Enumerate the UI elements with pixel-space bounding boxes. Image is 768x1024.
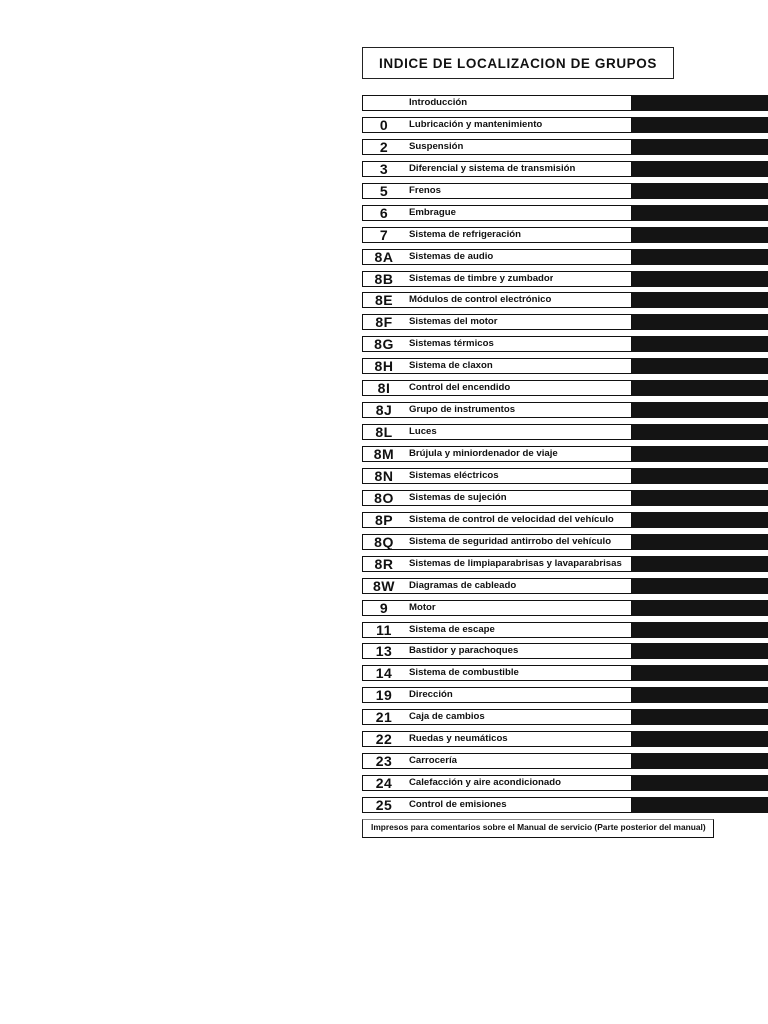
group-row[interactable] bbox=[362, 292, 768, 308]
section-thumb-tab[interactable] bbox=[632, 687, 768, 703]
group-label: Ruedas y neumáticos bbox=[409, 733, 508, 745]
group-entry-box[interactable] bbox=[362, 95, 632, 111]
group-entry-box[interactable] bbox=[362, 753, 632, 769]
group-row[interactable] bbox=[362, 139, 768, 155]
group-entry-box[interactable] bbox=[362, 139, 632, 155]
group-entry-box[interactable] bbox=[362, 292, 632, 308]
group-row[interactable] bbox=[362, 578, 768, 594]
section-thumb-tab[interactable] bbox=[632, 468, 768, 484]
group-entry-box[interactable] bbox=[362, 534, 632, 550]
group-entry-box[interactable] bbox=[362, 687, 632, 703]
group-entry-box[interactable] bbox=[362, 424, 632, 440]
section-thumb-tab[interactable] bbox=[632, 797, 768, 813]
group-row[interactable] bbox=[362, 95, 768, 111]
group-row[interactable] bbox=[362, 556, 768, 572]
section-thumb-tab[interactable] bbox=[632, 600, 768, 616]
group-row[interactable] bbox=[362, 643, 768, 659]
section-thumb-tab[interactable] bbox=[632, 775, 768, 791]
group-code: 8J bbox=[375, 402, 393, 419]
group-entry-box[interactable] bbox=[362, 556, 632, 572]
group-code: 9 bbox=[379, 599, 389, 616]
group-label: Diagramas de cableado bbox=[409, 579, 517, 591]
group-label: Lubricación y mantenimiento bbox=[409, 118, 543, 130]
group-label: Sistemas del motor bbox=[409, 316, 498, 328]
group-entry-box[interactable] bbox=[362, 600, 632, 616]
group-entry-box[interactable] bbox=[362, 205, 632, 221]
group-entry-box[interactable] bbox=[362, 490, 632, 506]
group-entry-box[interactable] bbox=[362, 622, 632, 638]
group-row[interactable] bbox=[362, 622, 768, 638]
group-code: 22 bbox=[375, 731, 393, 748]
group-label: Sistema de combustible bbox=[409, 667, 519, 679]
group-label: Suspensión bbox=[409, 140, 464, 152]
group-entry-box[interactable] bbox=[362, 314, 632, 330]
section-thumb-tab[interactable] bbox=[632, 139, 768, 155]
group-code: 7 bbox=[379, 226, 389, 243]
group-entry-box[interactable] bbox=[362, 665, 632, 681]
group-label: Caja de cambios bbox=[409, 711, 485, 723]
section-thumb-tab[interactable] bbox=[632, 402, 768, 418]
group-row[interactable] bbox=[362, 687, 768, 703]
group-entry-box[interactable] bbox=[362, 402, 632, 418]
group-code: 8F bbox=[375, 314, 393, 331]
group-row[interactable] bbox=[362, 490, 768, 506]
section-thumb-tab[interactable] bbox=[632, 556, 768, 572]
index-title: INDICE DE LOCALIZACION DE GRUPOS bbox=[362, 47, 674, 79]
group-code: 8L bbox=[375, 424, 393, 441]
group-entry-box[interactable] bbox=[362, 731, 632, 747]
group-row[interactable] bbox=[362, 731, 768, 747]
group-code: 8B bbox=[374, 270, 394, 287]
section-thumb-tab[interactable] bbox=[632, 271, 768, 287]
group-entry-box[interactable] bbox=[362, 271, 632, 287]
group-entry-box[interactable] bbox=[362, 249, 632, 265]
group-row[interactable] bbox=[362, 753, 768, 769]
group-row[interactable] bbox=[362, 249, 768, 265]
group-label: Sistema de control de velocidad del vehículo bbox=[409, 513, 614, 525]
group-entry-box[interactable] bbox=[362, 161, 632, 177]
group-label: Brújula y miniordenador de viaje bbox=[409, 448, 558, 459]
section-thumb-tab[interactable] bbox=[632, 490, 768, 506]
group-label: Sistemas de limpiaparabrisas y lavaparabrisas bbox=[409, 557, 622, 569]
group-code: 13 bbox=[375, 643, 393, 660]
section-thumb-tab[interactable] bbox=[632, 336, 768, 352]
group-code: 8M bbox=[373, 446, 395, 462]
group-code: 8R bbox=[374, 555, 394, 572]
group-entry-box[interactable] bbox=[362, 709, 632, 725]
group-entry-box[interactable] bbox=[362, 183, 632, 199]
group-label: Sistemas de sujeción bbox=[409, 491, 507, 503]
group-code: 25 bbox=[375, 797, 393, 813]
group-code: 14 bbox=[375, 665, 393, 682]
group-label: Sistemas de timbre y zumbador bbox=[409, 272, 554, 284]
group-label: Luces bbox=[409, 426, 437, 438]
section-thumb-tab[interactable] bbox=[632, 622, 768, 638]
group-row[interactable] bbox=[362, 709, 768, 725]
group-row[interactable] bbox=[362, 446, 768, 462]
group-row[interactable] bbox=[362, 183, 768, 199]
group-code: 8E bbox=[374, 292, 394, 309]
group-label: Dirección bbox=[409, 689, 453, 701]
group-entry-box[interactable] bbox=[362, 358, 632, 374]
group-entry-box[interactable] bbox=[362, 797, 632, 813]
group-code: 11 bbox=[376, 621, 392, 638]
group-code: 8A bbox=[374, 248, 394, 265]
group-code: 8Q bbox=[374, 533, 394, 550]
group-entry-box[interactable] bbox=[362, 227, 632, 243]
group-code: 8N bbox=[374, 467, 394, 484]
group-code: 2 bbox=[379, 138, 389, 155]
group-entry-box[interactable] bbox=[362, 117, 632, 133]
section-thumb-tab[interactable] bbox=[632, 731, 768, 747]
group-row[interactable] bbox=[362, 358, 768, 374]
group-label: Motor bbox=[409, 601, 436, 613]
section-thumb-tab[interactable] bbox=[632, 95, 768, 111]
group-row[interactable] bbox=[362, 665, 768, 681]
group-code: 19 bbox=[375, 687, 393, 704]
group-row[interactable] bbox=[362, 227, 768, 243]
group-entry-box[interactable] bbox=[362, 775, 632, 791]
section-thumb-tab[interactable] bbox=[632, 424, 768, 440]
group-label: Grupo de instrumentos bbox=[409, 404, 516, 416]
section-thumb-tab[interactable] bbox=[632, 578, 768, 594]
section-thumb-tab[interactable] bbox=[632, 292, 768, 308]
group-row[interactable] bbox=[362, 797, 768, 813]
group-label: Control de emisiones bbox=[409, 799, 507, 810]
section-thumb-tab[interactable] bbox=[632, 227, 768, 243]
section-thumb-tab[interactable] bbox=[632, 534, 768, 550]
group-label: Frenos bbox=[409, 184, 441, 196]
feedback-forms-note[interactable]: Impresos para comentarios sobre el Manual de servicio (Parte posterior del manual) bbox=[362, 819, 714, 838]
section-thumb-tab[interactable] bbox=[632, 117, 768, 133]
group-row[interactable] bbox=[362, 271, 768, 287]
group-label: Sistema de claxon bbox=[409, 360, 493, 372]
group-entry-box[interactable] bbox=[362, 643, 632, 659]
group-label: Carrocería bbox=[409, 755, 457, 767]
group-code: 8W bbox=[373, 577, 395, 594]
group-entry-box[interactable] bbox=[362, 446, 632, 462]
group-code: 0 bbox=[379, 116, 389, 133]
group-code: 8I bbox=[377, 380, 391, 397]
group-row[interactable] bbox=[362, 380, 768, 396]
section-thumb-tab[interactable] bbox=[632, 709, 768, 725]
group-code: 8P bbox=[374, 511, 394, 528]
group-entry-box[interactable] bbox=[362, 336, 632, 352]
group-index-list bbox=[362, 95, 768, 819]
group-label: Sistemas de audio bbox=[409, 250, 494, 262]
group-label: Sistema de refrigeración bbox=[409, 228, 521, 240]
section-thumb-tab[interactable] bbox=[632, 665, 768, 681]
group-label: Introducción bbox=[409, 97, 468, 108]
group-row[interactable] bbox=[362, 775, 768, 791]
section-thumb-tab[interactable] bbox=[632, 249, 768, 265]
group-code: 8G bbox=[374, 336, 394, 353]
group-row[interactable] bbox=[362, 117, 768, 133]
group-code: 8H bbox=[374, 358, 394, 375]
group-code: 23 bbox=[375, 753, 393, 770]
group-label: Bastidor y parachoques bbox=[409, 645, 519, 657]
group-label: Calefacción y aire acondicionado bbox=[409, 777, 561, 789]
group-label: Sistema de escape bbox=[409, 623, 495, 635]
section-thumb-tab[interactable] bbox=[632, 205, 768, 221]
section-thumb-tab[interactable] bbox=[632, 643, 768, 659]
group-row[interactable] bbox=[362, 336, 768, 352]
group-label: Sistema de seguridad antirrobo del vehículo bbox=[409, 535, 612, 547]
group-entry-box[interactable] bbox=[362, 380, 632, 396]
group-label: Control del encendido bbox=[409, 382, 511, 394]
group-code: 24 bbox=[375, 775, 393, 792]
group-row[interactable] bbox=[362, 205, 768, 221]
group-label: Embrague bbox=[409, 206, 456, 218]
section-thumb-tab[interactable] bbox=[632, 512, 768, 528]
section-thumb-tab[interactable] bbox=[632, 183, 768, 199]
group-code: 5 bbox=[379, 182, 389, 199]
group-label: Diferencial y sistema de transmisión bbox=[409, 162, 576, 174]
group-label: Sistemas eléctricos bbox=[409, 469, 499, 481]
group-code: 6 bbox=[379, 204, 389, 221]
group-row[interactable] bbox=[362, 161, 768, 177]
group-entry-box[interactable] bbox=[362, 468, 632, 484]
group-entry-box[interactable] bbox=[362, 512, 632, 528]
group-row[interactable] bbox=[362, 314, 768, 330]
group-code: 3 bbox=[379, 160, 389, 177]
group-entry-box[interactable] bbox=[362, 578, 632, 594]
section-thumb-tab[interactable] bbox=[632, 753, 768, 769]
group-code: 8O bbox=[374, 489, 394, 506]
section-thumb-tab[interactable] bbox=[632, 380, 768, 396]
section-thumb-tab[interactable] bbox=[632, 446, 768, 462]
section-thumb-tab[interactable] bbox=[632, 358, 768, 374]
section-thumb-tab[interactable] bbox=[632, 314, 768, 330]
group-code: 21 bbox=[375, 709, 393, 726]
group-row[interactable] bbox=[362, 512, 768, 528]
group-row[interactable] bbox=[362, 534, 768, 550]
group-row[interactable] bbox=[362, 402, 768, 418]
section-thumb-tab[interactable] bbox=[632, 161, 768, 177]
group-label: Sistemas térmicos bbox=[409, 338, 494, 350]
group-row[interactable] bbox=[362, 468, 768, 484]
group-row[interactable] bbox=[362, 600, 768, 616]
group-label: Módulos de control electrónico bbox=[409, 294, 552, 306]
group-row[interactable] bbox=[362, 424, 768, 440]
